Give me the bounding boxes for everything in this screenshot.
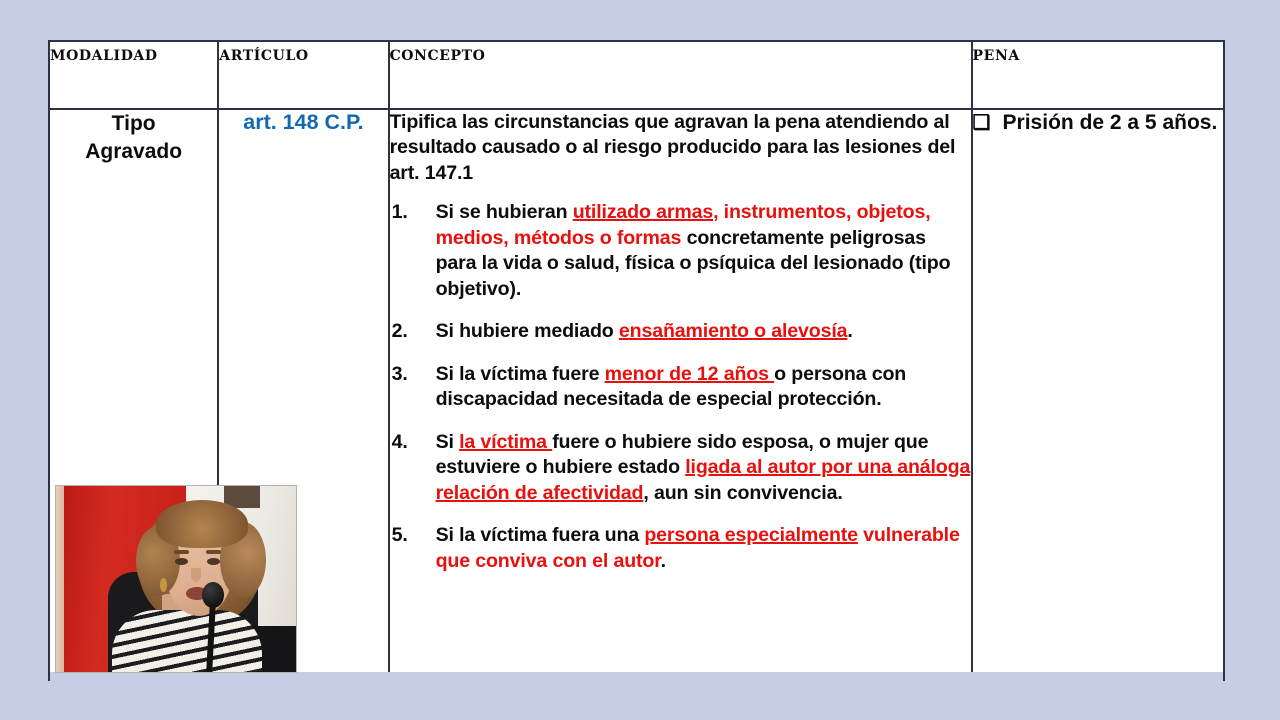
agravantes-list (390, 200, 971, 574)
column-header-concepto-label: concepto (389, 42, 486, 65)
column-header-articulo-label: artículo (219, 42, 309, 65)
webcam-eye-left (175, 558, 188, 565)
agravante-item (390, 430, 971, 506)
table-header-row (49, 41, 1224, 109)
webcam-striped-shirt (112, 610, 262, 672)
agravante-text-run: Si se hubieran (435, 201, 573, 224)
agravante-item (390, 319, 971, 344)
webcam-hair-top (156, 500, 248, 548)
webcam-eye-right (207, 558, 220, 565)
agravante-text-run: Si la víctima fuera una (435, 524, 645, 547)
webcam-eyebrow-right (206, 550, 221, 554)
webcam-eyebrow-left (174, 550, 189, 554)
column-header-pena-label: pena (972, 42, 1020, 65)
webcam-microphone-head (202, 582, 224, 608)
cell-pena (972, 109, 1224, 680)
webcam-earring (160, 578, 167, 592)
agravante-text-run: concretamente peligrosas para la vida o salud, física o psíquica del lesionado (tipo objetivo). (435, 226, 951, 300)
pena-text: Prisión de 2 a 5 años. (1002, 111, 1218, 134)
modalidad-line-2: Agravado (85, 139, 183, 163)
cell-concepto (389, 109, 972, 680)
agravante-item (390, 200, 971, 302)
presenter-webcam-overlay (56, 486, 296, 672)
agravante-text-run: ligada al autor por una análoga relación de afectividad (435, 456, 971, 504)
agravante-text-run: o persona con discapacidad necesitada de especial protección. (435, 362, 907, 411)
table-bottom-filler (50, 672, 1223, 681)
agravante-text-run: la víctima (459, 430, 553, 453)
concepto-intro: Tipifica las circunstancias que agravan la pena atendiendo al resultado causado o al riesgo producido para las lesiones del art. 147.1 (389, 111, 956, 184)
agravante-text-run: persona especialmente (644, 524, 858, 547)
agravante-text-run: utilizado armas (572, 201, 714, 224)
agravante-text-run: . (847, 320, 853, 343)
column-header-modalidad-label: modalidad (50, 42, 158, 65)
square-bullet-icon: ❑ (972, 112, 991, 134)
agravante-text-run: . (660, 549, 666, 572)
agravante-text-run: Si la víctima fuere (435, 362, 605, 385)
agravante-text-run: , aun sin convivencia. (643, 481, 843, 504)
column-header-articulo (218, 41, 388, 109)
table-header (49, 41, 1224, 109)
agravante-text-run: , instrumentos, objetos, medios, métodos o formas (435, 201, 931, 249)
agravante-item (390, 523, 971, 574)
articulo-reference: art. 148 C.P. (243, 110, 364, 134)
agravante-item (390, 362, 971, 413)
agravante-text-run: vulnerable que conviva con el autor (435, 524, 960, 572)
column-header-pena (972, 41, 1224, 109)
webcam-nose (191, 568, 201, 582)
agravante-text-run: menor de 12 años (604, 362, 775, 385)
agravante-text-run: ensañamiento o alevosía (618, 320, 848, 343)
agravante-text-run: fuere o hubiere sido esposa, o mujer que estuviere o hubiere estado (435, 430, 929, 479)
agravante-text-run: Si (435, 430, 460, 453)
modalidad-line-1: Tipo (111, 112, 156, 135)
pena-list-item (973, 110, 1223, 137)
agravante-text-run: Si hubiere mediado (435, 320, 619, 343)
column-header-concepto (389, 41, 972, 109)
column-header-modalidad (49, 41, 218, 109)
